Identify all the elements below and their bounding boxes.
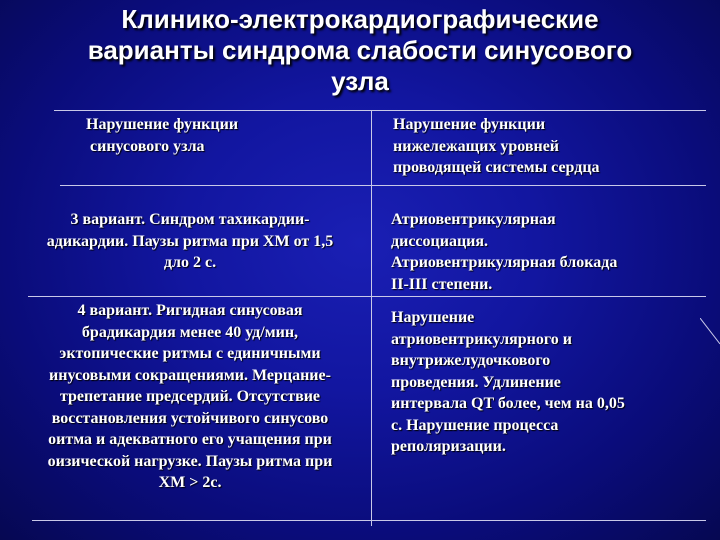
header-left-cell (86, 114, 238, 157)
row-2-right-line-4: проведения. Удлинение (391, 373, 561, 391)
row-2-left-line-7: оитма и адекватного его учащения при (48, 431, 332, 448)
row-2-left-line-6: восстановления устойчивого синусово (51, 409, 329, 427)
table-bottom-border (32, 520, 706, 521)
row-1-right-line-4: II-III степени. (391, 275, 493, 293)
row-2-right-line-2: атриовентрикулярного и (391, 330, 572, 348)
row-1-right-line-3: Атриовентрикулярная блокада (391, 254, 618, 271)
row-2-left-line-1: 4 вариант. Ригидная синусовая (77, 302, 303, 319)
row-2-right-line-5: интервала QT более, чем на 0,05 (391, 395, 625, 412)
header-left-line-1: Нарушение функции (86, 116, 239, 133)
slide-title (0, 4, 720, 97)
row-2-right-line-1: Нарушение (391, 309, 475, 326)
header-right-cell (393, 114, 600, 179)
table-header-divider (60, 185, 706, 186)
header-right-line-2: нижележащих уровней (393, 137, 560, 155)
row-1-right-line-2: диссоциация. (391, 232, 489, 250)
row-1-left-line-1: 3 вариант. Синдром тахикардии- (70, 211, 310, 228)
decorative-corner-line (700, 318, 720, 348)
row-1-right-line-1: Атриовентрикулярная (391, 211, 556, 228)
title-line-1: Клинико-электрокардиографические (121, 4, 599, 34)
table-top-border (54, 110, 706, 111)
row-2-left-line-2: брадикардия менее 40 уд/мин, (81, 323, 299, 341)
row-2-right-line-7: реполяризации. (391, 438, 506, 455)
row-2-left-cell (12, 300, 368, 494)
row-2-left-line-9: ХМ > 2с. (158, 474, 222, 491)
row-2-left-line-5: трепетание предсердий. Отсутствие (59, 388, 321, 405)
row-2-right-cell (391, 307, 625, 458)
row-2-right-line-3: внутрижелудочкового (391, 352, 551, 369)
header-right-line-1: Нарушение функции (393, 116, 546, 133)
row-1-left-cell (10, 209, 370, 274)
row-2-right-line-6: с. Нарушение процесса (391, 416, 559, 434)
table-row-divider (28, 296, 706, 297)
header-left-line-2: синусового узла (90, 137, 205, 155)
row-2-left-line-3: эктопические ритмы с единичными (59, 345, 321, 362)
title-line-2: варианты синдрома слабости синусового (87, 35, 633, 65)
row-1-left-line-2: адикардии. Паузы ритма при ХМ от 1,5 (46, 232, 334, 250)
title-line-3: узла (331, 66, 389, 96)
header-right-line-3: проводящей системы сердца (393, 159, 600, 176)
table-column-divider (371, 110, 372, 526)
row-2-left-line-8: оизической нагрузке. Паузы ритма при (47, 452, 333, 470)
row-1-left-line-3: дло 2 с. (163, 254, 217, 271)
row-2-left-line-4: инусовыми сокращениями. Мерцание- (49, 366, 331, 384)
row-1-right-cell (391, 209, 617, 295)
